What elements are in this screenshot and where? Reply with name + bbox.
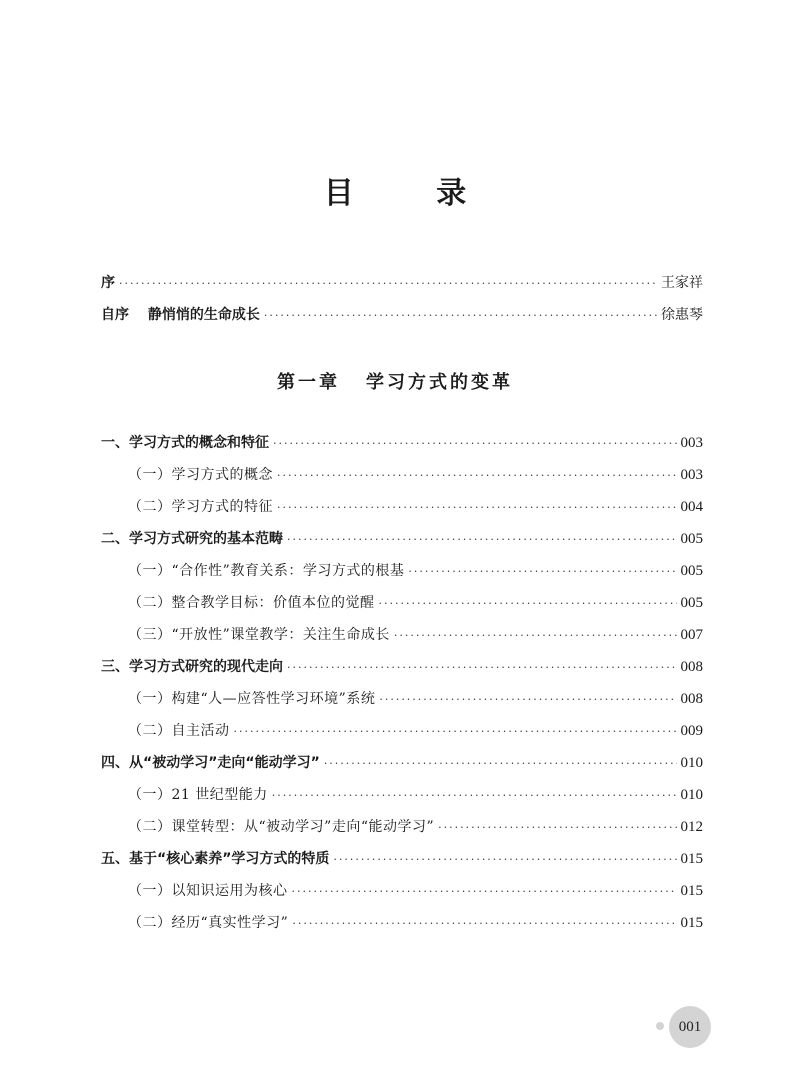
- dot-leader: [277, 466, 677, 486]
- toc-subsection[interactable]: [128, 881, 703, 902]
- toc-section[interactable]: [101, 849, 703, 870]
- dot-leader: [287, 530, 677, 550]
- toc-label: 四、从“被动学习”走向“能动学习”: [101, 755, 320, 771]
- toc-page: 012: [680, 819, 703, 835]
- toc-page: 003: [680, 435, 703, 451]
- toc-page: 010: [680, 787, 703, 803]
- chapter-heading: [0, 368, 790, 394]
- toc-label: （一）构建“人—应答性学习环境”系统: [128, 691, 376, 707]
- dot-leader: [292, 914, 676, 934]
- toc-subsection[interactable]: [128, 497, 703, 518]
- toc-section[interactable]: [101, 433, 703, 454]
- dot-leader: [394, 626, 677, 646]
- chapter-title: 学习方式的变革: [366, 372, 513, 393]
- chapter-number: 第一章: [277, 372, 340, 393]
- toc-subsection[interactable]: [128, 785, 703, 806]
- toc-page: 008: [680, 691, 703, 707]
- toc-label: 一、学习方式的概念和特征: [101, 435, 269, 451]
- toc-author-preface[interactable]: [101, 305, 703, 326]
- dot-leader: [324, 754, 677, 774]
- toc-author: 王家祥: [661, 275, 703, 291]
- toc-label: 五、基于“核心素养”学习方式的特质: [101, 851, 330, 867]
- dot-leader: [333, 850, 676, 870]
- page-number: 001: [678, 1018, 702, 1035]
- toc-subsection[interactable]: [128, 625, 703, 646]
- page-badge-dot: [656, 1022, 664, 1030]
- toc-section[interactable]: [101, 529, 703, 550]
- toc-label: （二）自主活动: [128, 723, 230, 739]
- toc-section[interactable]: [101, 657, 703, 678]
- page-title: 目 录: [323, 176, 503, 211]
- toc-label: （一）学习方式的概念: [128, 467, 273, 483]
- toc-subsection[interactable]: [128, 465, 703, 486]
- toc-page: 015: [680, 915, 703, 931]
- dot-leader: [408, 562, 676, 582]
- toc-label: （二）课堂转型：从“被动学习”走向“能动学习”: [128, 819, 435, 835]
- toc-subsection[interactable]: [128, 913, 703, 934]
- toc-subsection[interactable]: [128, 593, 703, 614]
- toc-section[interactable]: [101, 753, 703, 774]
- dot-leader: [438, 818, 676, 838]
- dot-leader: [379, 690, 676, 710]
- page-number-badge: [669, 1006, 711, 1048]
- toc-page: 015: [680, 883, 703, 899]
- toc-page: 005: [680, 595, 703, 611]
- toc-label: （二）经历“真实性学习”: [128, 915, 289, 931]
- toc-page: 005: [680, 531, 703, 547]
- toc-page: 015: [680, 851, 703, 867]
- toc-label: 二、学习方式研究的基本范畴: [101, 531, 283, 547]
- dot-leader: [272, 786, 677, 806]
- toc-page: 010: [680, 755, 703, 771]
- toc-page: 003: [680, 467, 703, 483]
- toc-label: （二）整合教学目标：价值本位的觉醒: [128, 595, 375, 611]
- toc-subsection[interactable]: [128, 817, 703, 838]
- toc-subsection[interactable]: [128, 689, 703, 710]
- toc-label: 序: [101, 275, 115, 291]
- toc-label: （一）21 世纪型能力: [128, 787, 268, 803]
- toc-label: （三）“开放性”课堂教学：关注生命成长: [128, 627, 390, 643]
- toc-page: 007: [680, 627, 703, 643]
- toc-label: 三、学习方式研究的现代走向: [101, 659, 283, 675]
- toc-subsection[interactable]: [128, 561, 703, 582]
- dot-leader: [264, 306, 657, 326]
- toc-label: （一）以知识运用为核心: [128, 883, 288, 899]
- toc-author: 徐惠琴: [661, 307, 703, 323]
- toc-subsection[interactable]: [128, 721, 703, 742]
- dot-leader: [277, 498, 677, 518]
- toc-page: 004: [680, 499, 703, 515]
- dot-leader: [119, 274, 657, 294]
- toc-page: 005: [680, 563, 703, 579]
- dot-leader: [234, 722, 677, 742]
- toc-label: 自序 静悄悄的生命成长: [101, 307, 260, 323]
- dot-leader: [287, 658, 677, 678]
- toc-page: 009: [680, 723, 703, 739]
- toc-label: （二）学习方式的特征: [128, 499, 273, 515]
- toc-preface[interactable]: [101, 273, 703, 294]
- dot-leader: [292, 882, 677, 902]
- toc-label: （一）“合作性”教育关系：学习方式的根基: [128, 563, 405, 579]
- toc-page: 008: [680, 659, 703, 675]
- dot-leader: [273, 434, 677, 454]
- dot-leader: [379, 594, 677, 614]
